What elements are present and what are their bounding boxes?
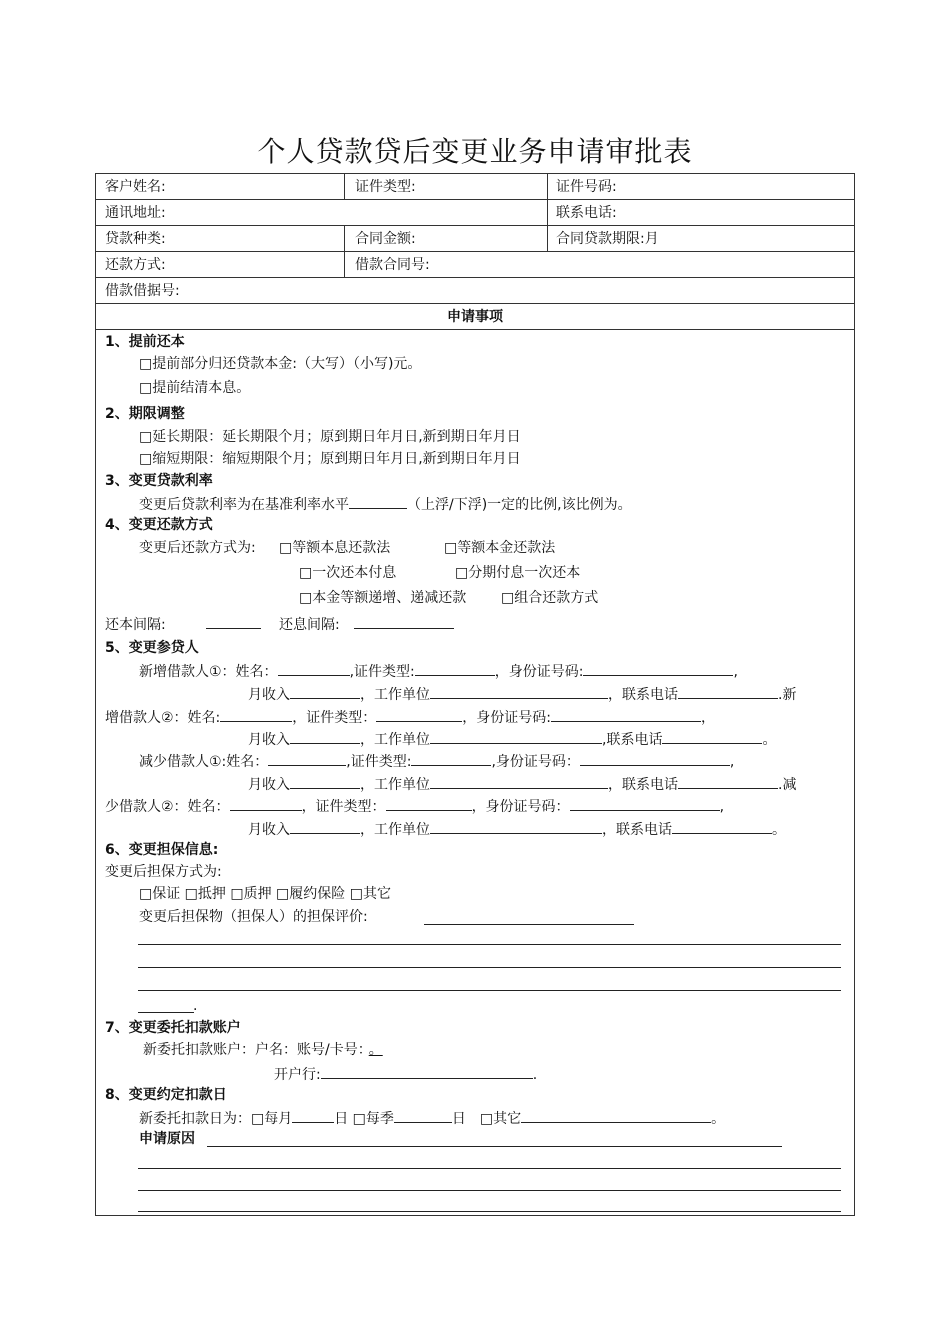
- id-type-field[interactable]: 证件类型:: [355, 179, 416, 195]
- s2-extend-option[interactable]: □延长期限：延长期限个月；原到期日年月日,新到期日年月日: [139, 429, 521, 445]
- s6-eval-label: 变更后担保物（担保人）的担保评价:: [139, 909, 368, 925]
- reason-line[interactable]: [138, 1168, 841, 1169]
- s7-heading: 7、变更委托扣款账户: [105, 1020, 241, 1036]
- s5-id-no-label: ，身份证号码:: [494, 664, 584, 680]
- s8-heading: 8、变更约定扣款日: [105, 1087, 227, 1103]
- s4-prefix: 变更后还款方式为:: [139, 540, 256, 556]
- row-divider: [96, 225, 854, 226]
- s5-rem2-label: 少借款人②：姓名：: [105, 799, 230, 815]
- s5-id-no-label: ，身份证号码:: [462, 710, 551, 726]
- s5-add1-income-blank[interactable]: [290, 684, 360, 699]
- s8-quarterly-option[interactable]: 日 □每季: [334, 1111, 394, 1127]
- s3-rate-text-b: （上浮/下浮)一定的比例,该比例为。: [407, 497, 632, 513]
- s5-add1-idtype-blank[interactable]: [415, 661, 495, 676]
- s8-other-blank[interactable]: [521, 1108, 711, 1123]
- s5-add2-idtype-blank[interactable]: [376, 707, 462, 722]
- s3-heading: 3、变更贷款利率: [105, 473, 213, 489]
- s4-option-interest-only[interactable]: □分期付息一次还本: [455, 565, 581, 581]
- s5-rem2-line2: [248, 819, 786, 839]
- s4-principal-interval: [105, 614, 261, 634]
- s4-option-graduated[interactable]: □本金等额递增、递减还款: [299, 590, 467, 606]
- s5-add1-name-blank[interactable]: [278, 661, 350, 676]
- s8-other-option[interactable]: 日 □其它: [451, 1111, 522, 1127]
- s5-rem1-line2: [248, 774, 796, 794]
- s5-rem2-phone-blank[interactable]: [672, 819, 772, 834]
- s5-rem1-idno-blank[interactable]: [580, 751, 730, 766]
- s5-add1-line2: [248, 684, 796, 704]
- s1-full-settle-option[interactable]: □提前结清本息。: [139, 380, 251, 396]
- s5-rem1-phone-blank[interactable]: [678, 774, 778, 789]
- reason-line[interactable]: [138, 1211, 841, 1212]
- s5-heading: 5、变更参贷人: [105, 640, 199, 656]
- col-divider: [344, 174, 345, 199]
- s5-id-no-label: ,身份证号码：: [491, 754, 580, 770]
- s4-heading: 4、变更还款方式: [105, 517, 213, 533]
- s6-eval-line[interactable]: [138, 1012, 194, 1013]
- s5-rem2-name-blank[interactable]: [230, 796, 302, 811]
- loan-contract-no-field[interactable]: 借款合同号:: [355, 257, 430, 273]
- s5-add1-phone-blank[interactable]: [678, 684, 778, 699]
- s5-add1-label: 新增借款人①：姓名：: [139, 664, 278, 680]
- s6-line1: 变更后担保方式为:: [105, 864, 222, 880]
- loan-receipt-no-field[interactable]: 借款借据号:: [105, 283, 180, 299]
- s4-interest-interval-label: 还息间隔:: [279, 617, 340, 633]
- s5-rem1-line: [139, 751, 734, 771]
- s4-option-equal-installment[interactable]: □等额本息还款法: [279, 540, 391, 556]
- s5-rem1-employer-blank[interactable]: [430, 774, 608, 789]
- col-divider: [344, 225, 345, 277]
- s4-option-combined[interactable]: □组合还款方式: [501, 590, 599, 606]
- s5-add2-income-blank[interactable]: [290, 729, 360, 744]
- s5-comma: ,: [729, 754, 735, 770]
- s5-phone-label: ，联系电话: [608, 687, 678, 703]
- s5-rem2-employer-blank[interactable]: [430, 819, 602, 834]
- s6-heading: 6、变更担保信息:: [105, 842, 219, 858]
- s3-rate-text-a: 变更后贷款利率为在基准利率水平: [139, 497, 349, 513]
- s5-rem1-idtype-blank[interactable]: [411, 751, 491, 766]
- s7-line2: [274, 1064, 537, 1084]
- address-field[interactable]: 通讯地址:: [105, 205, 166, 221]
- s5-income-label: 月收入: [248, 732, 290, 748]
- s5-income-label: 月收入: [248, 822, 290, 838]
- row-divider: [96, 199, 854, 200]
- s5-add2-label: 增借款人②：姓名:: [105, 710, 221, 726]
- s5-employer-label: ，工作单位: [360, 777, 430, 793]
- s7-account-label: 新委托扣款账户：户名：账号/卡号：: [143, 1042, 365, 1058]
- s5-period: 。: [772, 822, 786, 838]
- s8-period: 。: [711, 1111, 726, 1127]
- s5-comma: ，: [701, 710, 715, 726]
- s6-eval-blank[interactable]: [424, 924, 634, 925]
- s5-income-label: 月收入: [248, 777, 290, 793]
- s5-phone-label: ，联系电话: [608, 777, 678, 793]
- section-title: 申请事项: [447, 309, 503, 325]
- s5-rem2-line: [105, 796, 724, 816]
- s5-id-type-label: ，证件类型：: [292, 710, 377, 726]
- s6-eval-line[interactable]: [138, 967, 841, 968]
- page-title: 个人贷款贷后变更业务申请审批表: [257, 135, 693, 168]
- s5-comma: ,: [733, 664, 738, 680]
- s4-interest-interval: [279, 614, 454, 634]
- s5-id-type-label: ,证件类型:: [346, 754, 412, 770]
- contract-term-field[interactable]: 合同贷款期限:月: [556, 231, 659, 247]
- s5-rem1-label: 减少借款人①:姓名：: [139, 754, 269, 770]
- id-number-field[interactable]: 证件号码:: [556, 179, 617, 195]
- s7-line1: [143, 1041, 383, 1059]
- row-divider: [96, 303, 854, 304]
- s7-bank-label: 开户行:: [274, 1067, 321, 1083]
- s5-add2-name-blank[interactable]: [220, 707, 292, 722]
- loan-type-field[interactable]: 贷款种类:: [105, 231, 166, 247]
- s4-principal-interval-label: 还本间隔:: [105, 617, 166, 633]
- s8-monthly-blank[interactable]: [292, 1108, 334, 1123]
- contract-amount-field[interactable]: 合同金额:: [355, 231, 416, 247]
- s1-partial-prepay-option[interactable]: □提前部分归还贷款本金:（大写）（小写)元。: [139, 356, 422, 372]
- row-divider: [96, 277, 854, 278]
- phone-field[interactable]: 联系电话:: [556, 205, 617, 221]
- s5-employer-label: ，工作单位: [360, 822, 430, 838]
- s5-employer-label: ，工作单位: [360, 687, 430, 703]
- s5-add2-line2: [248, 729, 776, 749]
- repay-method-field[interactable]: 还款方式:: [105, 257, 166, 273]
- s2-heading: 2、期限调整: [105, 406, 185, 422]
- s3-rate-blank[interactable]: [349, 494, 407, 509]
- s8-reason-label: 申请原因: [139, 1131, 195, 1147]
- s5-add2-line: [105, 707, 715, 727]
- s5-id-no-label: ，身份证号码：: [471, 799, 570, 815]
- s5-rem2-income-blank[interactable]: [290, 819, 360, 834]
- s5-period: 。: [762, 732, 777, 748]
- s5-add2-phone-blank[interactable]: [662, 729, 762, 744]
- s5-id-type-label: ，证件类型：: [301, 799, 386, 815]
- row-divider: [96, 251, 854, 252]
- reason-line[interactable]: [207, 1146, 782, 1147]
- s5-rem2-idtype-blank[interactable]: [386, 796, 472, 811]
- col-divider: [547, 174, 548, 251]
- s5-rem1-name-blank[interactable]: [268, 751, 346, 766]
- s4-option-bullet[interactable]: □一次还本付息: [299, 565, 397, 581]
- s4-principal-interval-blank[interactable]: [206, 614, 261, 629]
- reason-line[interactable]: [138, 1190, 841, 1191]
- s8-monthly-option[interactable]: 新委托扣款日为：□每月: [139, 1111, 293, 1127]
- s5-rem2-idno-blank[interactable]: [570, 796, 720, 811]
- s8-line: [139, 1108, 725, 1128]
- s6-eval-line[interactable]: [138, 944, 841, 945]
- s5-add1-employer-blank[interactable]: [430, 684, 608, 699]
- s5-employer-label: ，工作单位: [360, 732, 430, 748]
- s1-heading: 1、提前还本: [105, 334, 185, 350]
- s5-phone-label: ,联系电话: [602, 732, 663, 748]
- customer-name-field[interactable]: 客户姓名:: [105, 179, 166, 195]
- application-form: [95, 173, 855, 1216]
- s2-shorten-option[interactable]: □缩短期限：缩短期限个月；原到期日年月日,新到期日年月日: [139, 451, 521, 467]
- s4-option-equal-principal[interactable]: □等额本金还款法: [444, 540, 556, 556]
- s5-phone-label: ，联系电话: [602, 822, 672, 838]
- s6-eval-line[interactable]: [138, 990, 841, 991]
- s7-bank-blank[interactable]: [321, 1064, 533, 1079]
- s6-end-dot: .: [193, 998, 198, 1014]
- row-divider: [96, 329, 854, 330]
- s5-income-label: 月收入: [248, 687, 290, 703]
- s5-rem1-income-blank[interactable]: [290, 774, 360, 789]
- s7-account-blank[interactable]: 。: [368, 1042, 383, 1058]
- s5-new-tail: .新: [778, 687, 797, 703]
- s5-add1-line: [139, 661, 738, 681]
- s5-comma: ,: [719, 799, 725, 815]
- s5-rem-tail: .减: [778, 777, 797, 793]
- s4-interest-interval-blank[interactable]: [354, 614, 454, 629]
- s5-add2-idno-blank[interactable]: [551, 707, 701, 722]
- s5-id-type-label: ,证件类型:: [349, 664, 415, 680]
- s3-rate-text: [139, 494, 632, 514]
- s5-add1-idno-blank[interactable]: [583, 661, 733, 676]
- s5-add2-employer-blank[interactable]: [430, 729, 602, 744]
- s6-options[interactable]: □保证 □抵押 □质押 □履约保险 □其它: [139, 886, 391, 902]
- s8-quarterly-blank[interactable]: [394, 1108, 452, 1123]
- s7-bank-tail: .: [532, 1067, 538, 1083]
